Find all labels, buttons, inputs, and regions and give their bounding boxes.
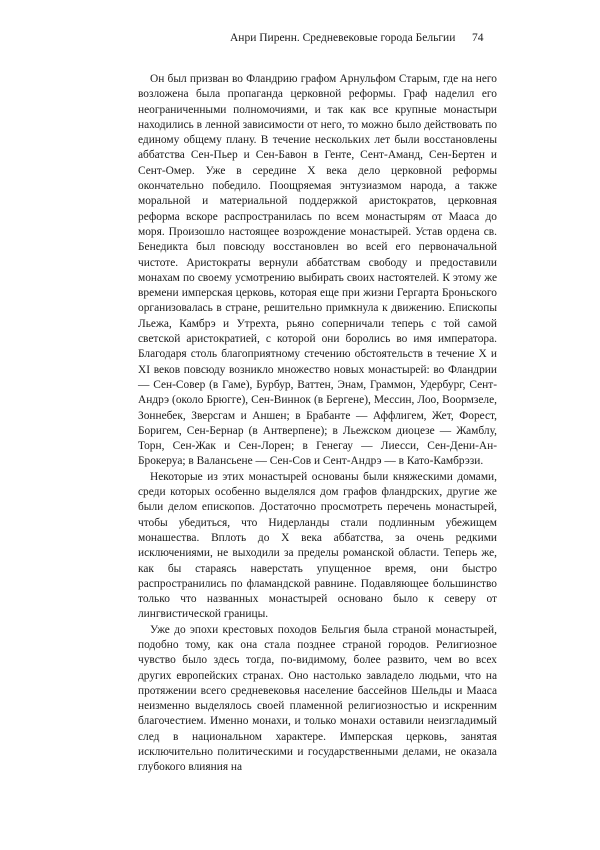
page-number: 74	[472, 32, 484, 44]
body-text	[138, 72, 497, 776]
running-header	[0, 32, 600, 48]
paragraph: Он был призван во Фландрию графом Арнульфом Старым, где на него возложена была пропаганда церковной реформы. Граф наделил его неограниченными полномочиями, и так как все крупные монастыри находились в ленной зависимости от него, то можно было действовать по единому общему плану. В течение нескольких лет были восстановлены аббатства Сен-Пьер и Сен-Бавон в Генте, Сент-Аманд, Сен-Бертен и Сент-Омер. Уже в середине X века дело церковной реформы окончательно победило. Поощряемая энтузиазмом народа, а также моральной и материальной поддержкой аристократов, церковная реформа вскоре распространилась по всем монастырям от Мааса до моря. Произошло настоящее возрождение монастырей. Устав ордена св. Бенедикта был повсюду восстановлен во всей его первоначальной чистоте. Аристократы вернули аббатствам свободу и предоставили монахам по своему усмотрению выбирать своих настоятелей. К этому же времени имперская церковь, которая еще при жизни Гергарта Броньского организовалась в стране, решительно примкнула к движению. Епископы Льежа, Камбрэ и Утрехта, рьяно соперничали теперь с той самой светской аристократией, с которой они боролись во имя императора. Благодаря столь благоприятному стечению обстоятельств в течение X и XI веков повсюду возникло множество новых монастырей: во Фландрии — Сен-Совер (в Гаме), Бурбур, Ваттен, Энам, Граммон, Удербург, Сент-Андрэ (около Брюгге), Сен-Виннок (в Бергене), Мессин, Лоо, Воормзеле, Зоннебек, Зверсгам и Аншен; в Брабанте — Аффлигем, Жет, Форест, Боригем, Сен-Бернар (в Антверпене); в Льежском диоцезе — Жамблу, Торн, Сен-Жак и Сен-Лорен; в Генегау — Лиесси, Сен-Дени-Ан-Брокеруа; в Валансьене — Сен-Сов и Сент-Андрэ — в Като-Камбрэзи.	[138, 73, 497, 468]
paragraph: Уже до эпохи крестовых походов Бельгия была страной монастырей, подобно тому, как она стала позднее страной городов. Религиозное чувство было здесь тогда, по-видимому, более развито, чем во всех других европейских странах. Оно настолько завладело людьми, что на протяжении всего средневековья население бассейнов Шельды и Мааса неизменно выделялось своей пламенной религиозностью и искренним благочестием. Именно монахи, и только монахи оставили неизгладимый след в национальном характере. Имперская церковь, занятая исключительно политическими и государственными делами, не оказала глубокого влияния на	[138, 623, 497, 774]
header-title: Анри Пиренн. Средневековые города Бельгии	[230, 32, 456, 44]
paragraph: Некоторые из этих монастырей основаны были княжескими домами, среди которых особенно выделялся дом графов фландрских, другие же были делом епископов. Достаточно просмотреть перечень монастырей, чтобы убедиться, что Нидерланды стали подлинным убежищем монашества. Вплоть до X века аббатства, за очень редкими исключениями, не выходили за пределы романской области. Теперь же, как бы стараясь наверстать упущенное время, они быстро распространились по фламандской равнине. Подавляющее большинство только что названных монастырей основано было к северу от лингвистической границы.	[138, 470, 497, 621]
